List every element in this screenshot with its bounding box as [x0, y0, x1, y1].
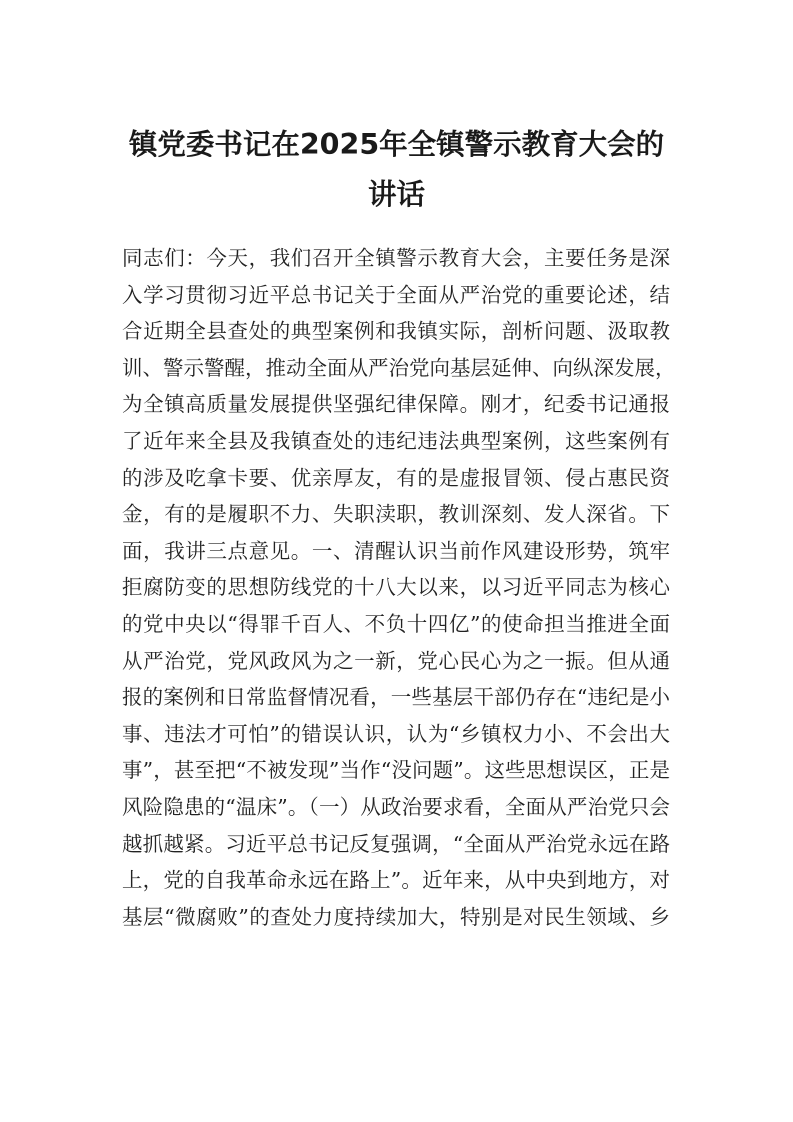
body-line: 越抓越紧。习近平总书记反复强调，“全面从严治党永远在路 [122, 831, 670, 856]
body-line: 的涉及吃拿卡要、优亲厚友，有的是虚报冒领、侵占惠民资 [122, 465, 670, 490]
body-line: 了近年来全县及我镇查处的违纪违法典型案例，这些案例有 [122, 428, 670, 453]
body-line: 从严治党，党风政风为之一新，党心民心为之一振。但从通 [122, 648, 670, 673]
body-line: 报的案例和日常监督情况看，一些基层干部仍存在“违纪是小 [122, 685, 670, 710]
body-line: 训、警示警醒，推动全面从严治党向基层延伸、向纵深发展， [122, 355, 676, 380]
body-line: 入学习贯彻习近平总书记关于全面从严治党的重要论述，结 [122, 282, 670, 307]
body-line: 事、违法才可怕”的错误认识，认为“乡镇权力小、不会出大 [122, 721, 670, 746]
document-title-continued: 讲话 [367, 178, 425, 211]
body-line: 同志们：今天，我们召开全镇警示教育大会，主要任务是深 [122, 246, 670, 270]
body-line: 合近期全县查处的典型案例和我镇实际，剖析问题、汲取教 [122, 319, 670, 344]
document-title: 镇党委书记在2025年全镇警示教育大会的 [128, 128, 665, 161]
body-line: 基层“微腐败”的查处力度持续加大，特别是对民生领域、乡 [122, 904, 670, 929]
body-line: 风险隐患的“温床”。（一）从政治要求看，全面从严治党只会 [122, 794, 670, 819]
body-line: 为全镇高质量发展提供坚强纪律保障。刚才，纪委书记通报 [122, 392, 670, 417]
body-line: 上，党的自我革命永远在路上”。近年来，从中央到地方，对 [122, 868, 670, 893]
body-line: 面，我讲三点意见。一、清醒认识当前作风建设形势，筑牢 [122, 538, 670, 563]
document-body [122, 240, 676, 935]
body-line: 金，有的是履职不力、失职渎职，教训深刻、发人深省。下 [122, 502, 670, 527]
body-line: 拒腐防变的思想防线党的十八大以来，以习近平同志为核心 [122, 575, 670, 600]
body-line: 的党中央以“得罪千百人、不负十四亿”的使命担当推进全面 [122, 611, 670, 636]
body-line: 事”，甚至把“不被发现”当作“没问题”。这些思想误区，正是 [122, 758, 670, 783]
